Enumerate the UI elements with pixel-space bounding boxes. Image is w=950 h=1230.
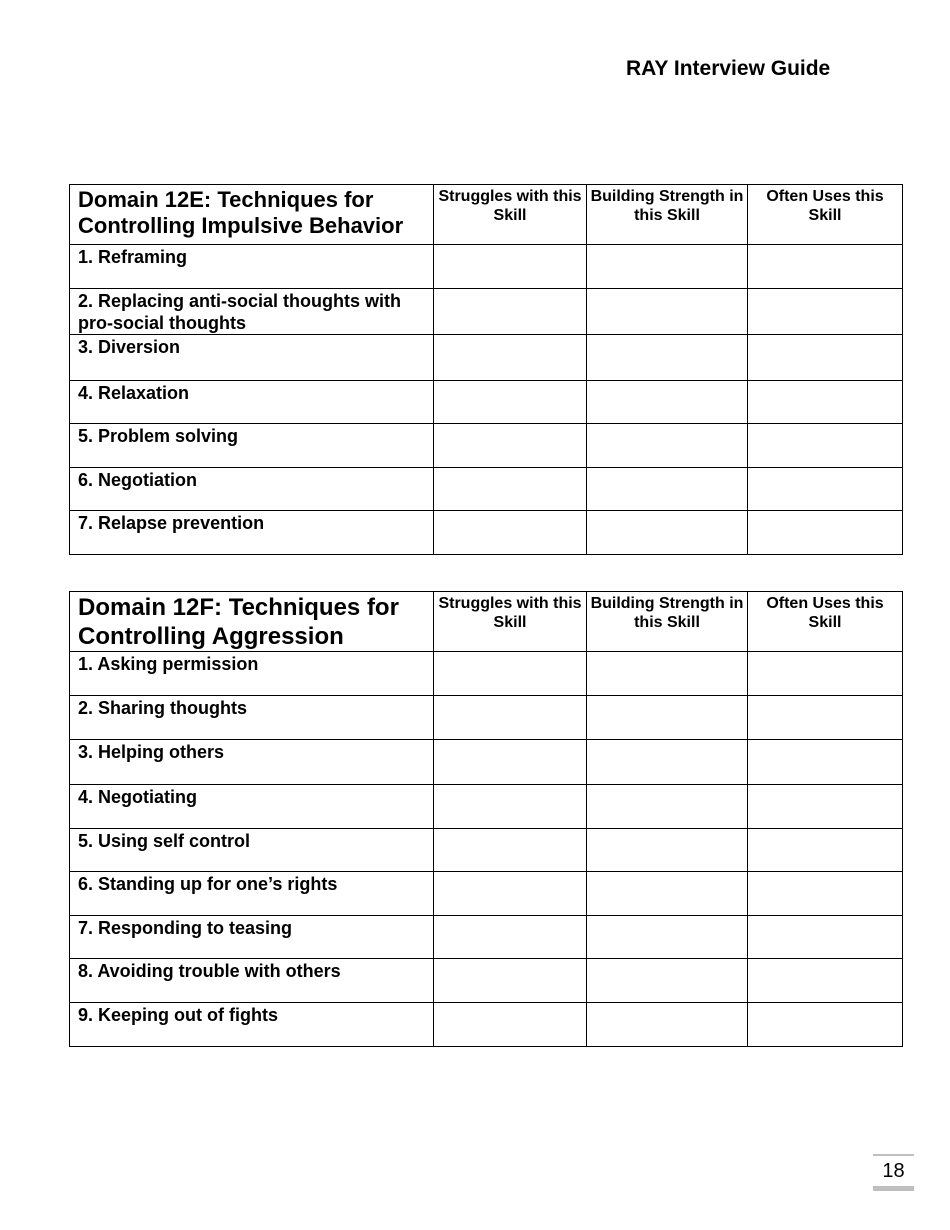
- rating-cell-often-uses[interactable]: [748, 289, 903, 335]
- table-row: [70, 289, 903, 335]
- skill-label: 6. Negotiation: [78, 470, 198, 490]
- rating-cell-building-strength[interactable]: [587, 468, 748, 511]
- skill-label: 4. Negotiating: [78, 787, 198, 807]
- skill-label: 5. Problem solving: [78, 426, 239, 446]
- column-header-often-uses: Often Uses this Skill: [748, 592, 903, 652]
- domain-12f-table: [69, 591, 903, 1047]
- rating-cell-struggles[interactable]: [434, 652, 587, 696]
- table-row: [70, 696, 903, 740]
- table-header-row: [70, 592, 903, 652]
- table-row: [70, 959, 903, 1003]
- rating-cell-struggles[interactable]: [434, 511, 587, 555]
- column-header-building-strength: Building Strength in this Skill: [587, 185, 748, 245]
- domain-12e-title: Domain 12E: Techniques for Controlling Impulsive Behavior: [70, 185, 434, 245]
- skill-label: 3. Diversion: [78, 337, 181, 357]
- table-row: [70, 740, 903, 785]
- rating-cell-often-uses[interactable]: [748, 511, 903, 555]
- rating-cell-struggles[interactable]: [434, 335, 587, 381]
- rating-cell-building-strength[interactable]: [587, 511, 748, 555]
- table-row: [70, 424, 903, 468]
- table-row: [70, 511, 903, 555]
- rating-cell-often-uses[interactable]: [748, 381, 903, 424]
- rating-cell-building-strength[interactable]: [587, 652, 748, 696]
- rating-cell-building-strength[interactable]: [587, 740, 748, 785]
- table-row: [70, 1003, 903, 1047]
- table-row: [70, 381, 903, 424]
- skill-label: 7. Responding to teasing: [78, 918, 293, 938]
- rating-cell-struggles[interactable]: [434, 245, 587, 289]
- column-header-struggles: Struggles with this Skill: [434, 185, 587, 245]
- skill-label: 6. Standing up for one’s rights: [78, 874, 338, 894]
- rating-cell-building-strength[interactable]: [587, 381, 748, 424]
- rating-cell-struggles[interactable]: [434, 424, 587, 468]
- rating-cell-often-uses[interactable]: [748, 916, 903, 959]
- table-row: [70, 468, 903, 511]
- skill-label: 1. Reframing: [78, 247, 188, 267]
- rating-cell-often-uses[interactable]: [748, 829, 903, 872]
- skill-label: 4. Relaxation: [78, 383, 190, 403]
- skill-label: 3. Helping others: [78, 742, 225, 762]
- rating-cell-often-uses[interactable]: [748, 740, 903, 785]
- rating-cell-often-uses[interactable]: [748, 245, 903, 289]
- skill-label: 2. Sharing thoughts: [78, 698, 247, 718]
- rating-cell-often-uses[interactable]: [748, 872, 903, 916]
- skill-label: 2. Replacing anti-social thoughts with pro-social thoughts: [78, 291, 402, 333]
- table-row: [70, 335, 903, 381]
- rating-cell-often-uses[interactable]: [748, 1003, 903, 1047]
- table-row: [70, 245, 903, 289]
- rating-cell-often-uses[interactable]: [748, 652, 903, 696]
- rating-cell-building-strength[interactable]: [587, 829, 748, 872]
- rating-cell-often-uses[interactable]: [748, 424, 903, 468]
- column-header-building-strength: Building Strength in this Skill: [587, 592, 748, 652]
- skill-label: 1. Asking permission: [78, 654, 259, 674]
- rating-cell-struggles[interactable]: [434, 829, 587, 872]
- rating-cell-building-strength[interactable]: [587, 916, 748, 959]
- table-row: [70, 785, 903, 829]
- rating-cell-building-strength[interactable]: [587, 424, 748, 468]
- rating-cell-building-strength[interactable]: [587, 335, 748, 381]
- rating-cell-often-uses[interactable]: [748, 785, 903, 829]
- rating-cell-often-uses[interactable]: [748, 335, 903, 381]
- domain-12e-table: [69, 184, 903, 555]
- rating-cell-often-uses[interactable]: [748, 959, 903, 1003]
- rating-cell-struggles[interactable]: [434, 1003, 587, 1047]
- rating-cell-struggles[interactable]: [434, 740, 587, 785]
- rating-cell-struggles[interactable]: [434, 381, 587, 424]
- column-header-struggles: Struggles with this Skill: [434, 592, 587, 652]
- rating-cell-building-strength[interactable]: [587, 959, 748, 1003]
- domain-12f-title: Domain 12F: Techniques for Controlling Aggression: [70, 592, 434, 652]
- rating-cell-building-strength[interactable]: [587, 872, 748, 916]
- table-row: [70, 652, 903, 696]
- rating-cell-struggles[interactable]: [434, 468, 587, 511]
- table-row: [70, 916, 903, 959]
- table-header-row: [70, 185, 903, 245]
- skill-label: 9. Keeping out of fights: [78, 1005, 278, 1025]
- rating-cell-building-strength[interactable]: [587, 245, 748, 289]
- skill-label: 8. Avoiding trouble with others: [78, 961, 341, 981]
- rating-cell-struggles[interactable]: [434, 289, 587, 335]
- rating-cell-building-strength[interactable]: [587, 289, 748, 335]
- rating-cell-struggles[interactable]: [434, 959, 587, 1003]
- rating-cell-struggles[interactable]: [434, 916, 587, 959]
- column-header-often-uses: Often Uses this Skill: [748, 185, 903, 245]
- rating-cell-often-uses[interactable]: [748, 696, 903, 740]
- skill-label: 5. Using self control: [78, 831, 251, 851]
- rating-cell-building-strength[interactable]: [587, 785, 748, 829]
- page-number: 18: [873, 1154, 914, 1191]
- skill-label: 7. Relapse prevention: [78, 513, 265, 533]
- rating-cell-building-strength[interactable]: [587, 696, 748, 740]
- rating-cell-struggles[interactable]: [434, 785, 587, 829]
- rating-cell-struggles[interactable]: [434, 696, 587, 740]
- table-row: [70, 829, 903, 872]
- table-row: [70, 872, 903, 916]
- document-title: RAY Interview Guide: [626, 57, 831, 80]
- rating-cell-often-uses[interactable]: [748, 468, 903, 511]
- rating-cell-building-strength[interactable]: [587, 1003, 748, 1047]
- rating-cell-struggles[interactable]: [434, 872, 587, 916]
